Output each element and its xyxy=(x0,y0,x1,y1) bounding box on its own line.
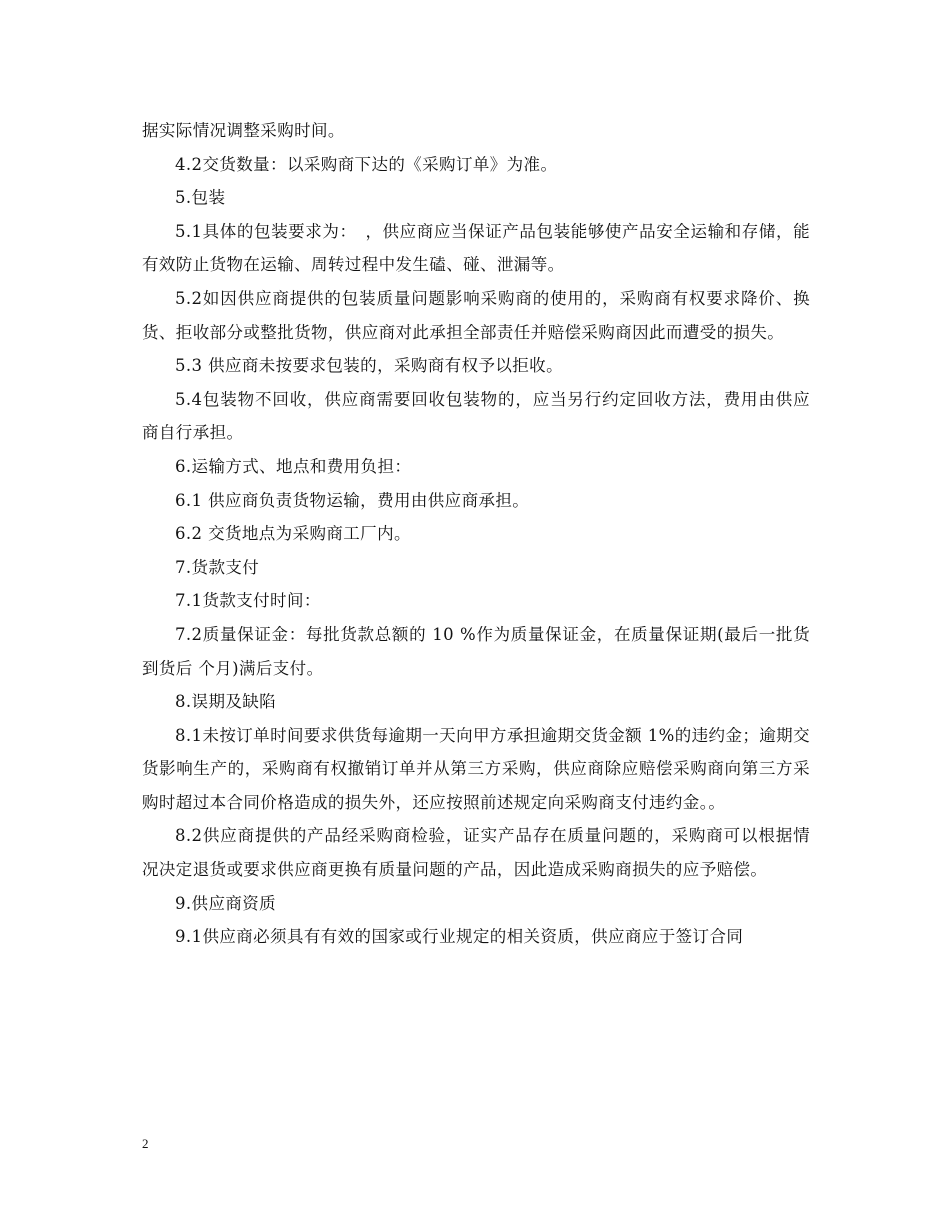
paragraph: 7.2质量保证金：每批货款总额的 10 %作为质量保证金，在质量保证期(最后一批货到货后 个月)满后支付。 xyxy=(142,624,810,678)
paragraph: 6.2 交货地点为采购商工厂内。 xyxy=(175,524,411,544)
paragraph: 8.2供应商提供的产品经采购商检验，证实产品存在质量问题的，采购商可以根据情况决定退货或要求供应商更换有质量问题的产品，因此造成采购商损失的应予赔偿。 xyxy=(142,826,810,880)
page-number: 2 xyxy=(142,1136,149,1151)
paragraph: 5.包装 xyxy=(175,188,226,208)
paragraph: 据实际情况调整采购时间。 xyxy=(142,121,345,140)
paragraph: 8.1未按订单时间要求供货每逾期一天向甲方承担逾期交货金额 1%的违约金；逾期交货影响生产的，采购商有权撤销订单并从第三方采购，供应商除应赔偿采购商向第三方采购时超过本合同价格造成的损失外，还应按照前述规定向采购商支付违约金。。 xyxy=(142,725,810,812)
paragraph: 8.误期及缺陷 xyxy=(175,692,277,712)
paragraph: 6.运输方式、地点和费用负担： xyxy=(175,456,412,476)
paragraph: 9.供应商资质 xyxy=(175,893,277,913)
paragraph: 5.4包装物不回收，供应商需要回收包装物的，应当另行约定回收方法，费用由供应商自行承担。 xyxy=(142,389,810,443)
paragraph: 5.3 供应商未按要求包装的，采购商有权予以拒收。 xyxy=(175,356,563,376)
paragraph: 4.2交货数量：以采购商下达的《采购订单》为准。 xyxy=(175,154,558,174)
paragraph: 9.1供应商必须具有有效的国家或行业规定的相关资质，供应商应于签订合同 xyxy=(175,927,744,947)
paragraph: 7.货款支付 xyxy=(175,557,260,577)
document-body xyxy=(142,114,810,954)
paragraph: 7.1货款支付时间： xyxy=(175,591,321,611)
paragraph: 5.2如因供应商提供的包装质量问题影响采购商的使用的，采购商有权要求降价、换货、拒收部分或整批货物，供应商对此承担全部责任并赔偿采购商因此而遭受的损失。 xyxy=(142,288,810,342)
paragraph: 5.1具体的包装要求为： ，供应商应当保证产品包装能够使产品安全运输和存储，能有效防止货物在运输、周转过程中发生磕、碰、泄漏等。 xyxy=(142,221,810,275)
paragraph: 6.1 供应商负责货物运输，费用由供应商承担。 xyxy=(175,490,530,510)
